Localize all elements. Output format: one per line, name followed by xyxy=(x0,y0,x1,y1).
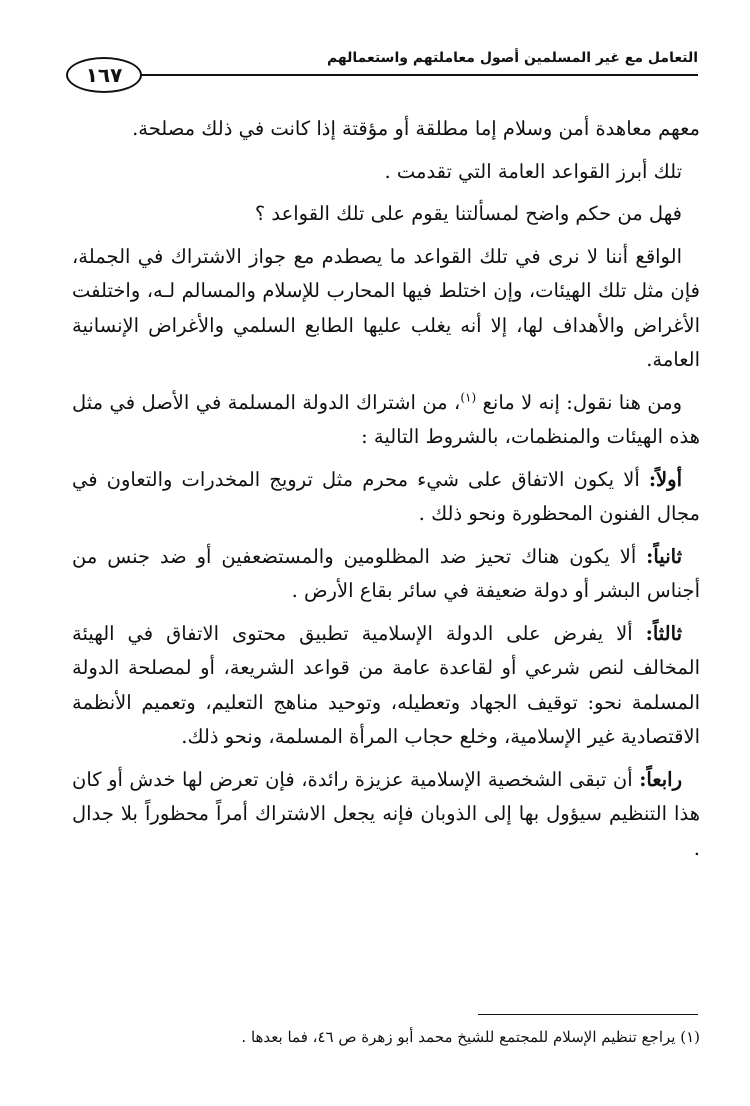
header-rule xyxy=(134,74,698,76)
condition-first: أولاً: ألا يكون الاتفاق على شيء محرم مثل ترويج المخدرات والتعاون في مجال الفنون المحظورة ونحو ذلك . xyxy=(72,467,700,525)
paragraph-conditions-intro: ومن هنا نقول: إنه لا مانع $^{(١)}$، من اشتراك الدولة المسلمة في الأصل في مثل هذه الهيئات والمنظمات، بالشروط التالية : xyxy=(72,390,700,448)
paragraph-summary: تلك أبرز القواعد العامة التي تقدمت . xyxy=(384,159,682,183)
footnote-reference[interactable]: (١) xyxy=(460,390,477,404)
footnote-number: (١) xyxy=(680,1028,700,1046)
page-number: ١٦٧ xyxy=(66,57,142,93)
condition-lead: ثالثاً: xyxy=(645,621,682,645)
running-header xyxy=(70,50,698,90)
condition-lead: رابعاً: xyxy=(639,767,682,791)
condition-lead: ثانياً: xyxy=(646,544,682,568)
condition-fourth: رابعاً: أن تبقى الشخصية الإسلامية عزيزة رائدة، فإن تعرض لها خدش أو كان هذا التنظيم سيؤول بها إلى الذوبان فإنه يجعل الاشتراك أمراً محظوراً بلا جدال . xyxy=(72,767,700,860)
footnote xyxy=(72,1026,700,1048)
paragraph-continuation: معهم معاهدة أمن وسلام إما مطلقة أو مؤقتة إذا كانت في ذلك مصلحة. xyxy=(132,117,700,140)
footnote-text: يراجع تنظيم الإسلام للمجتمع للشيخ محمد أبو زهرة ص ٤٦، فما بعدها . xyxy=(241,1028,676,1046)
paragraph-question: فهل من حكم واضح لمسألتنا يقوم على تلك القواعد ؟ xyxy=(254,202,682,225)
condition-third: ثالثاً: ألا يفرض على الدولة الإسلامية تطبيق محتوى الاتفاق في الهيئة المخالف لنص شرعي أو لقاعدة عامة من قواعد الشريعة، أو لمصلحة الدولة المسلمة نحو: توقيف الجهاد وتعطيله، وتوحيد مناهج التعليم، وتعميم الأنظمة الاقتصادية غير الإسلامية، وخلع حجاب المرأة المسلمة، ونحو ذلك. xyxy=(72,621,700,748)
condition-second: ثانياً: ألا يكون هناك تحيز ضد المظلومين والمستضعفين أو ضد جنس من أجناس البشر أو دولة ضعيفة في سائر بقاع الأرض . xyxy=(72,544,700,602)
footnote-rule xyxy=(478,1014,698,1015)
body-text xyxy=(72,112,700,874)
paragraph-reality: الواقع أننا لا نرى في تلك القواعد ما يصطدم مع جواز الاشتراك في الجملة، فإن مثل تلك الهيئات، وإن اختلط فيها المحارب للإسلام والمسالم لـه، واختلفت الأغراض والأهداف لها، إلا أنه يغلب عليها الطابع السلمي والأغراض الإنسانية العامة. xyxy=(72,244,700,371)
condition-lead: أولاً: xyxy=(648,467,682,491)
running-title: التعامل مع غير المسلمين أصول معاملتهم واستعمالهم xyxy=(326,50,698,66)
